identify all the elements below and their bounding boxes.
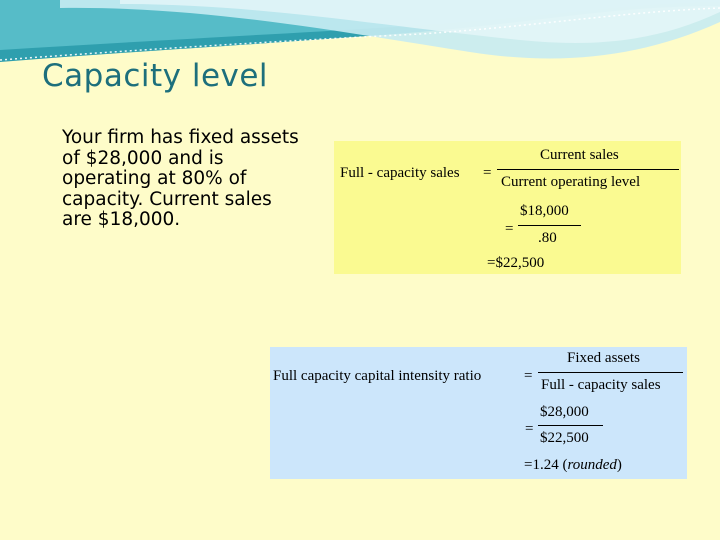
formula2-step2-numerator: $28,000	[540, 404, 589, 420]
formula1-equals: =	[483, 165, 492, 181]
formula1-step2-numerator: $18,000	[520, 203, 569, 219]
formula2-step2-denominator: $22,500	[540, 430, 589, 446]
problem-statement: Your firm has fixed assets of $28,000 and is operating at 80% of capacity. Current sales are $18,000.	[62, 127, 299, 230]
formula1-step2-fraction-bar	[518, 225, 581, 226]
formula1-step2-denominator: .80	[538, 230, 557, 246]
formula1-result: =$22,500	[487, 255, 545, 271]
formula2-result	[524, 457, 622, 474]
formula2-denominator: Full - capacity sales	[541, 377, 661, 393]
formula1-numerator: Current sales	[540, 147, 619, 163]
formula2-step2-fraction-bar	[538, 425, 603, 426]
formula2-numerator: Fixed assets	[567, 350, 640, 366]
formula2-lhs: Full capacity capital intensity ratio	[273, 368, 482, 384]
formula1-fraction-bar	[497, 169, 679, 170]
formula2-result-close: )	[616, 457, 622, 473]
formula2-result-value: =1.24 (	[524, 457, 568, 473]
formula2-equals: =	[524, 368, 533, 384]
formula1-lhs: Full - capacity sales	[340, 165, 460, 181]
formula1-denominator: Current operating level	[501, 174, 641, 190]
formula2-fraction-bar	[538, 372, 683, 373]
formula2-result-note: rounded	[567, 457, 617, 473]
formula2-step2-equals: =	[525, 421, 534, 437]
formula1-step2-equals: =	[505, 221, 514, 237]
capital-intensity-ratio-formula	[270, 347, 687, 479]
full-capacity-sales-formula	[334, 141, 681, 274]
slide-title: Capacity level	[42, 58, 269, 94]
